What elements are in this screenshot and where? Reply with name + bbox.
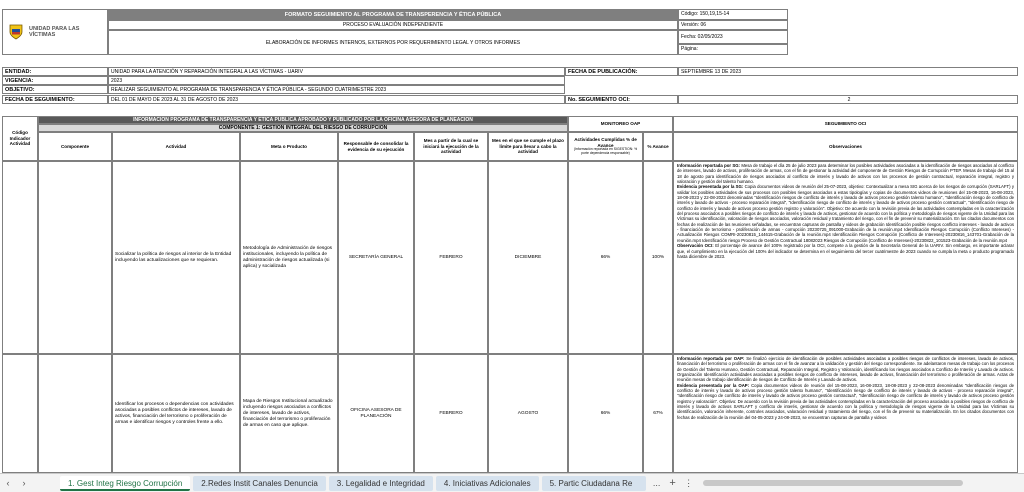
row2-cumplidas: 66%: [568, 354, 643, 473]
component-title: COMPONENTE 1: GESTIÓN INTEGRAL DEL RIESGO DE CORRUPCIÓN: [38, 124, 568, 132]
col-componente-header: Componente: [38, 132, 112, 161]
tab-legalidad[interactable]: 3. Legalidad e Integridad: [329, 476, 433, 491]
row1-obs2-text: Copia documentos videos de reunión del 25-07-2023, objetivo: Contextualizar a mesa SIG acerca de los riesgos de corrupción (SARLAFT) y validar los posibles actividades de sus procesos con posibles riesgos asociados a estas tipologías y copias de documentos videos de reuniones del 15-08-2023, 16-08-2023, 18-08-2023 y 22-08-2023 denominadas "Identificación riesgos de conflicto de interés y lavado de activos proceso gestión talento humano", "Identificación riesgo de conflicto de interés y lavado de activos - proceso reparación integral", "Identificación riesgo de conflicto de interés y lavado de activos proceso gestión contractual", "Identificación riesgo de conflicto de interés y lavado de activos proceso gestión registro y valoración". Objetivo: De acuerdo con la revisión previa de las actividades contempladas en la caracterización del proceso asociados a posibles riesgos de conflicto de interés y lavado de activos, gestionar de acuerdo con la política y metodología de riesgos vigente de la Unidad para las Víctimas su identificación, valoración de riesgos asociados, valoración residual y tratamiento del riesgo, con el fin de prevenir su materialización. En los citados documentos con fechas de realización de las reuniones señaladas, se encuentran capturas de pantalla y videos de grabación Identificación posible riesgos conflicto intereses - lavado de activos - financiación de terrorismo - proliferación de armas - corrupción 20230725_091000-Grabación de la reunión.mp4 Identificación Riesgos Corrupción (Conflicto Intereses) - Actualización Riesgos COMRI-20230815_144615-Grabación de la reunión.mp4 Identificación Riesgos Corrupción (Conflicto de Intereses)-20230816_143701-Grabación de la reunión.mp4 Identificación riesgo Proceso de Gestión Contractual 18082023 Riesgos de Corrupción (Conflicto de Intereses)-20230822_101523-Grabación de la reunión.mp4: [677, 184, 1014, 243]
doc-date: Fecha: 02/05/2023: [678, 30, 788, 44]
tab-partic-ciudadana[interactable]: 5. Partic Ciudadana Re: [542, 476, 646, 491]
row2-componente: [38, 354, 112, 473]
col-observaciones-header: Observaciones: [673, 132, 1018, 161]
procedure-name: ELABORACIÓN DE INFORMES INTERNOS, EXTERNOS POR REQUERIMIENTO LEGAL Y OTROS INFORMES: [108, 30, 678, 55]
tab-gest-integ-riesgo[interactable]: 1. Gest Integ Riesgo Corrupción: [60, 476, 190, 491]
col-codigo-header: Código Indicador Actividad: [2, 116, 38, 161]
row2-obs1-text: Se finalizó ejercicio de identificación de posibles actividades asociadas a posibles riesgos de conflictos de intereses, lavado de activos, financiación del terrorismo o proliferación de armas con el fin de avanzar a la validación y gestión del riesgo correspondiente. Se adelantaron mesas de trabajo con los procesos de Gestión del Talento Humano, Gestión Contractual, Reparación Integral, Registro y Valoración, identificando los riesgos asociados a Conflicto de Interés y Lavado de activos. Organización Identificación actividades asociadas a posibles riesgos de conflicto de intereses, lavado de activos, financiación del terrorismo o proliferación de armas. Actas de reunión mesas de trabajo identificación de riesgos de Conflicto de Interés y Lavado de activos.: [677, 356, 1014, 383]
no-seguimiento-label: No. SEGUIMIENTO OCI:: [565, 95, 678, 104]
coat-of-arms-icon: [9, 24, 23, 40]
col-mes-inicio-header: Mes a partir de la cual se iniciará la ejecución de la actividad: [414, 132, 488, 161]
format-title: FORMATO SEGUIMIENTO AL PROGRAMA DE TRANSPERENCIA Y ÉTICA PÚBLICA: [108, 9, 678, 20]
tab-scroll-left-icon[interactable]: ‹: [6, 478, 10, 488]
row2-obs2-label: Evidencia presentada por la OAP:: [677, 382, 750, 388]
row1-observaciones: [673, 161, 1018, 354]
doc-code: Código: 150,19,15-14: [678, 9, 788, 20]
row1-componente: [38, 161, 112, 354]
no-seguimiento-value: 2: [678, 95, 1018, 104]
objetivo-value: REALIZAR SEGUIMIENTO AL PROGRAMA DE TRANSPARENCIA Y ÉTICA PÚBLICA - SEGUNDO CUATRIMESTRE 2023: [108, 85, 565, 94]
vigencia-value: 2023: [108, 76, 565, 85]
more-tabs-button[interactable]: ...: [652, 478, 661, 488]
row1-mes-inicio: FEBRERO: [414, 161, 488, 354]
objetivo-label: OBJETIVO:: [2, 85, 108, 94]
col-cumplidas-note: (Información reportada en SIGESTION: % porte dependencia responsable): [573, 147, 638, 155]
tab-iniciativas[interactable]: 4. Iniciativas Adicionales: [436, 476, 539, 491]
process-name: PROCESO EVALUACIÓN INDEPENDIENTE: [108, 20, 678, 30]
col-cumplidas-header: [568, 132, 643, 161]
col-mes-fin-header: Mes en el que se cumple el plazo límite para llevar a cabo la actividad: [488, 132, 568, 161]
row1-cumplidas: 66%: [568, 161, 643, 354]
row1-obs2-label: Evidencia presentada por la SG:: [677, 184, 744, 190]
row2-mes-fin: AGOSTO: [488, 354, 568, 473]
row1-obs1-label: Información reportada por SG:: [677, 163, 740, 168]
seguimiento-header: SEGUIMIENTO OCI: [673, 116, 1018, 132]
entidad-label: ENTIDAD:: [2, 67, 108, 76]
vigencia-label: VIGENCIA:: [2, 76, 108, 85]
monitoreo-header: MONITOREO OAP: [568, 116, 673, 132]
row1-actividad: Socializar la política de riesgos al interior de la Entidad incluyendo las actualizaciones que se requieran.: [112, 161, 240, 354]
row2-responsable: OFICINA ASESORA DE PLANEACIÓN: [338, 354, 414, 473]
row2-mes-inicio: FEBRERO: [414, 354, 488, 473]
row1-obs3-label: Observación OCI:: [677, 243, 714, 249]
row2-actividad: Identificar los procesos o dependencias con actividades asociadas a posibles conflictos de intereses, lavado de activos, financiación del terrorismo o proliferación de armas e identificar riesgos y controles frente a ello.: [112, 354, 240, 473]
fecha-seguimiento-label: FECHA DE SEGUIMIENTO:: [2, 95, 108, 104]
tab-scroll-right-icon[interactable]: ›: [22, 478, 26, 488]
col-responsable-header: Responsable de consolidar la evidencia de su ejecución: [338, 132, 414, 161]
row1-avance: 100%: [643, 161, 673, 354]
tab-redes-instit[interactable]: 2.Redes Instit Canales Denuncia: [193, 476, 326, 491]
row1-meta: Metodología de Administración de riesgos institucionales, incluyendo la política de administración de riesgos actualizada (si aplica) y socializada: [240, 161, 338, 354]
row2-obs2-text: Copia documentos videos de reunión del 15-08-2023, 16-08-2023, 18-08-2023 y 22-08-2023 denominadas "Identificación riesgos de conflicto de interés y lavado de activos proceso gestión talento humano", "Identificación riesgo de conflicto de interés y lavado de activos - proceso reparación integral", "Identificación riesgo de conflicto de interés y lavado de activos proceso gestión contractual", "Identificación riesgo de conflicto de interés y lavado de activos proceso gestión registro y valoración". Objetivo: De acuerdo con la revisión previa de las actividades contempladas en la caracterización del proceso asociados a posibles riesgos de conflicto de interés y lavado de activos SARLAFT y conflicto de interés, gestionar de acuerdo con la política y metodología de riesgos vigente de la Unidad para las Víctimas su identificación, valoración inherente, controles asociados, valoración residual y tratamiento del riesgo, con el fin de prevenir su materialización. En los citados documentos con fechas de realización de la reunión del 04-05-2023 y 24-08-2023, se encuentran capturas de pantalla y videos: [677, 382, 1014, 420]
fecha-seguimiento-value: DEL 01 DE MAYO DE 2023 AL 31 DE AGOSTO DE 2023: [108, 95, 565, 104]
row1-obs3-text: El porcentaje de avance del 100% registrado por la OCI, compete a la gestión de la Secretaría General de la UARIV. Sin embargo, es importante aclarar que, el cumplimiento en la ejecución del 100% del indicador se determina en el seguimiento del tercer cuatrimestre de 2023 cuando se cumpla la meta o producto programado hasta diciembre de 2023.: [677, 243, 1015, 259]
logo-box: [2, 9, 108, 55]
sheet-tab-bar: [0, 473, 1024, 492]
row1-mes-fin: DICIEMBRE: [488, 161, 568, 354]
horizontal-scrollbar[interactable]: [703, 480, 963, 486]
col-avance-header: % Avance: [643, 132, 673, 161]
row2-observaciones: [673, 354, 1018, 473]
row2-meta: Mapa de Riesgos Institucional actualizado incluyendo riesgos asociados a conflictos de intereses, lavado de activos, financiación del terrorismo o proliferación de armas en caso que aplique.: [240, 354, 338, 473]
doc-page: Página:: [678, 44, 788, 55]
col-cumplidas-title: Actividades Cumplidas % de Avance: [574, 137, 637, 148]
doc-version: Versión: 06: [678, 20, 788, 30]
row1-obs1-text: Mesa de trabajo el día 25 de julio 2023 para determinar los posibles actividades asociadas a la identificación de riesgos asociados al conflicto de intereses, lavado de activos, proliferación de armas, con el fin de gestionar la actividad del componente de Gestión Riesgos de Corrupción PTEP. Mesas de trabajo del 15 al 18 de agosto para identificación de riesgos asociados al conflicto de interés y lavado de activos con los procesos de gestión contractual, reparación integral, registro y valoración y gestión del talento humano.: [677, 163, 1014, 185]
row1-codigo: [2, 161, 38, 354]
row2-codigo: [2, 354, 38, 473]
fecha-publicacion-label: FECHA DE PUBLICACIÓN:: [565, 67, 678, 76]
fecha-publicacion-value: SEPTIEMBRE 13 DE 2023: [678, 67, 1018, 76]
row1-responsable: SECRETARÍA GENERAL: [338, 161, 414, 354]
entidad-value: UNIDAD PARA LA ATENCIÓN Y REPARACIÓN INTEGRAL A LAS VÍCTIMAS - UARIV: [108, 67, 565, 76]
col-actividad-header: Actividad: [112, 132, 240, 161]
more-options-icon[interactable]: ⋮: [684, 477, 694, 488]
row2-avance: 67%: [643, 354, 673, 473]
row2-obs1-label: Información reportada por OAP:: [677, 356, 745, 361]
add-sheet-button[interactable]: +: [669, 477, 676, 489]
program-title: INFORMACIÓN PROGRAMA DE TRANSPARENCIA Y ÉTICA PÚBLICA APROBADO Y PUBLICADO POR LA OFICINA ASESORA DE PLANEACIÓN: [38, 116, 568, 124]
org-name: UNIDAD PARA LAS VÍCTIMAS: [28, 26, 80, 38]
col-meta-header: Meta o Producto: [240, 132, 338, 161]
